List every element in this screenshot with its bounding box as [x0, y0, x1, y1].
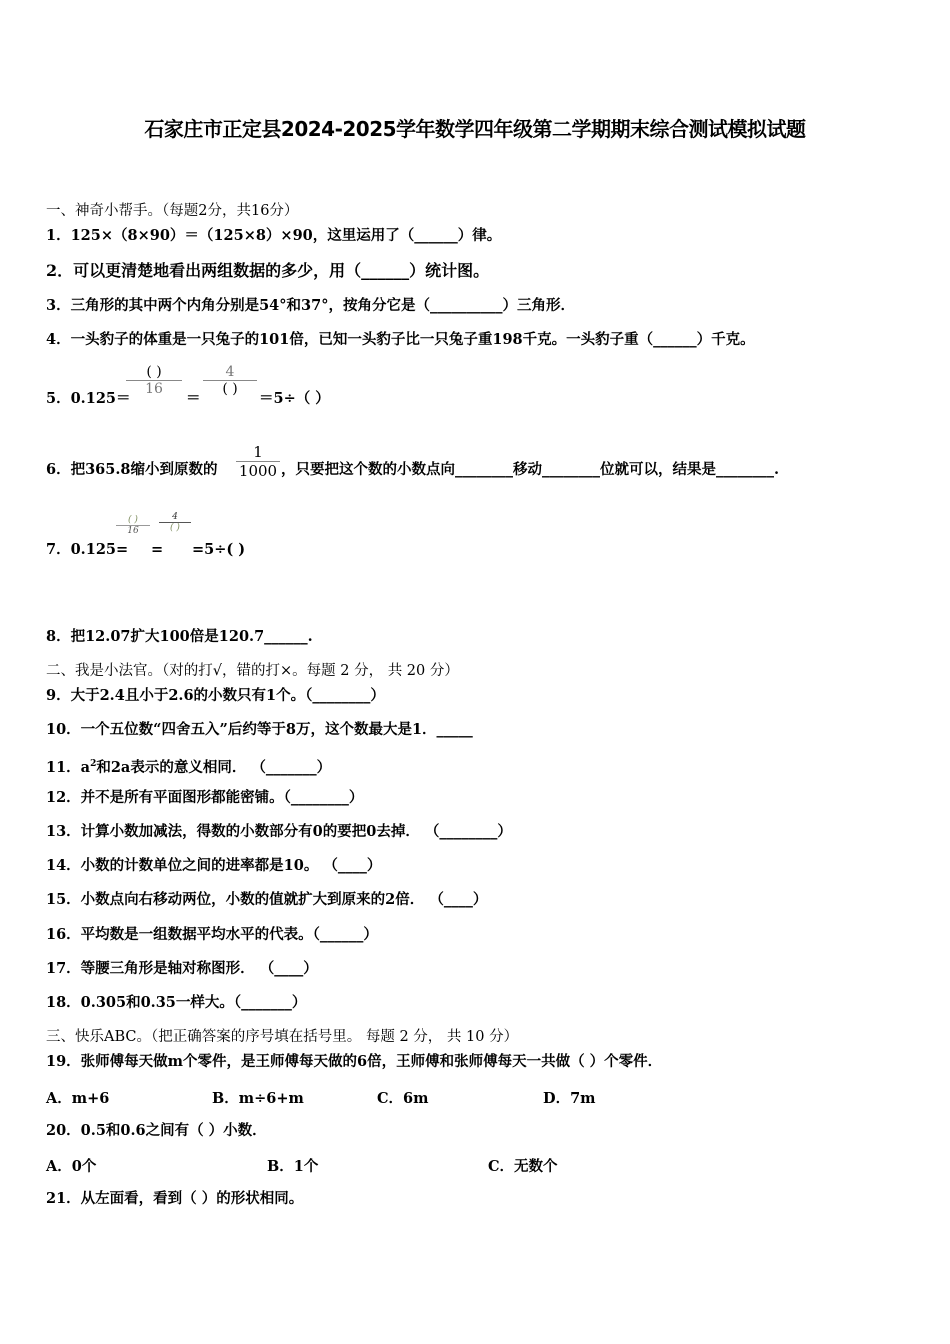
- section-3-heading: 三、快乐ABC。（把正确答案的序号填在括号里。 每题 2 分， 共 10 分）: [46, 1029, 519, 1045]
- question-3: 3．三角形的其中两个内角分别是54°和37°，按角分它是（__________）三角形．: [46, 297, 575, 314]
- question-16: 16．平均数是一组数据平均水平的代表。（______）: [46, 926, 378, 943]
- question-7-equals: =: [151, 541, 164, 558]
- question-11-text-a: 11．a: [46, 758, 91, 776]
- fraction-numerator: 4: [172, 512, 178, 522]
- question-7-suffix: =5÷( ): [192, 541, 246, 558]
- question-20-option-c[interactable]: C．无数个: [488, 1158, 558, 1175]
- question-20-option-b[interactable]: B．1个: [267, 1158, 319, 1175]
- question-5-equals: ＝: [186, 390, 201, 407]
- question-4: 4．一头豹子的体重是一只兔子的101倍，已知一头豹子比一只兔子重198千克。一头豹子重（______）千克。: [46, 331, 755, 348]
- question-19-option-b[interactable]: B．m÷6+m: [212, 1090, 304, 1107]
- question-20: 20．0.5和0.6之间有（ ）小数．: [46, 1122, 267, 1139]
- question-12: 12．并不是所有平面图形都能密铺。（________）: [46, 789, 364, 806]
- question-10: 10．一个五位数“四舍五入”后约等于8万，这个数最大是1．_____: [46, 721, 473, 738]
- question-11-text-b: 和2a表示的意义相同． （_______）: [96, 758, 332, 776]
- page-title: 石家庄市正定县2024-2025学年数学四年级第二学期期末综合测试模拟试题: [144, 117, 806, 141]
- question-6-fraction: [236, 443, 280, 480]
- fraction-denominator: 1000: [238, 462, 278, 480]
- question-8: 8．把12.07扩大100倍是120.7______.: [46, 628, 313, 645]
- fraction-denominator: ( ): [222, 381, 238, 397]
- question-21: 21．从左面看，看到（ ）的形状相同。: [46, 1190, 304, 1207]
- question-5-prefix: 5．0.125＝: [46, 390, 131, 407]
- question-5-fraction-1: [126, 364, 182, 397]
- question-2: 2．可以更清楚地看出两组数据的多少，用（______）统计图。: [46, 261, 490, 280]
- question-19-option-d[interactable]: D．7m: [543, 1090, 596, 1107]
- fraction-numerator: ( ): [146, 364, 162, 380]
- question-7-fraction-1: [116, 515, 150, 536]
- fraction-numerator: 4: [225, 364, 235, 380]
- question-19-option-c[interactable]: C．6m: [377, 1090, 429, 1107]
- question-11-superscript: 2: [90, 759, 97, 769]
- fraction-numerator: ( ): [128, 515, 138, 525]
- question-14: 14．小数的计数单位之间的进率都是10。 （____）: [46, 857, 382, 874]
- fraction-denominator: 16: [145, 381, 163, 397]
- question-18: 18．0.305和0.35一样大。（_______）: [46, 994, 307, 1011]
- question-17: 17．等腰三角形是轴对称图形． （____）: [46, 960, 318, 977]
- question-19-option-a[interactable]: A．m+6: [46, 1090, 110, 1107]
- question-5-fraction-2: [203, 364, 257, 397]
- question-19: 19．张师傅每天做m个零件，是王师傅每天做的6倍，王师傅和张师傅每天一共做（ ）个零件．: [46, 1053, 663, 1070]
- question-15: 15．小数点向右移动两位，小数的值就扩大到原来的2倍． （____）: [46, 891, 488, 908]
- question-6-prefix: 6．把365.8缩小到原数的: [46, 461, 218, 478]
- question-11: [46, 754, 331, 778]
- question-7-prefix: 7．0.125=: [46, 541, 129, 558]
- question-7-fraction-2: [159, 512, 191, 533]
- question-1: 1．125×（8×90）＝（125×8）×90，这里运用了（______）律。: [46, 227, 502, 244]
- question-5-suffix: ＝5÷（ ）: [259, 390, 330, 407]
- question-13: 13．计算小数加减法，得数的小数部分有0的要把0去掉． （________）: [46, 823, 512, 840]
- fraction-denominator: 16: [127, 526, 139, 536]
- section-2-heading: 二、我是小法官。（对的打√，错的打×。每题 2 分， 共 20 分）: [46, 663, 459, 679]
- fraction-numerator: 1: [253, 443, 263, 461]
- question-6-suffix: ，只要把这个数的小数点向________移动________位就可以，结果是________.: [281, 461, 780, 478]
- fraction-denominator: ( ): [170, 523, 180, 533]
- question-9: 9．大于2.4且小于2.6的小数只有1个。（________）: [46, 687, 385, 704]
- section-1-heading: 一、神奇小帮手。（每题2分，共16分）: [46, 203, 299, 219]
- question-20-option-a[interactable]: A．0个: [46, 1158, 97, 1175]
